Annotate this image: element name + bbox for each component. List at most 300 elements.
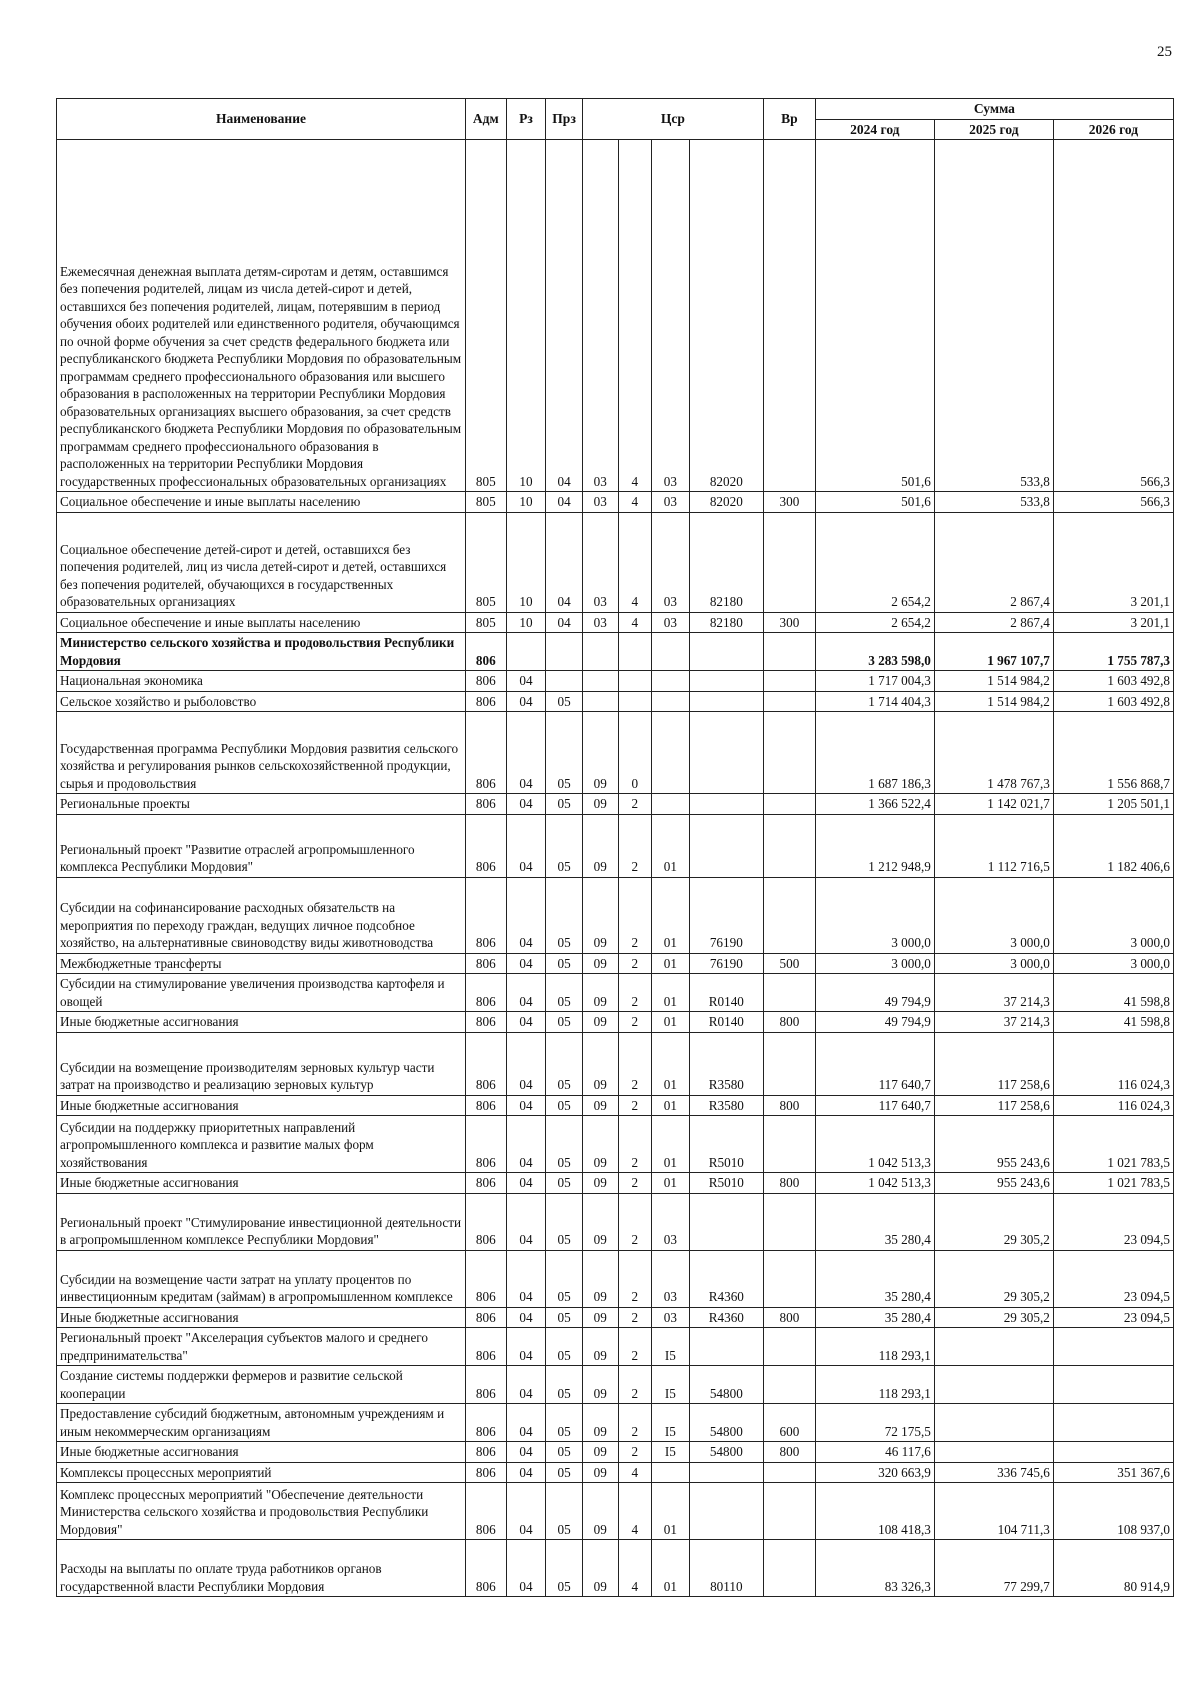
cell-2025: 955 243,6 <box>934 1173 1053 1194</box>
table-row <box>57 794 1174 815</box>
cell-csr-type: 2 <box>618 1328 652 1366</box>
cell-csr-program <box>582 691 618 712</box>
cell-csr-event: 03 <box>652 612 690 633</box>
table-row <box>57 1173 1174 1194</box>
cell-2024: 1 212 948,9 <box>815 814 934 877</box>
cell-csr-type: 2 <box>618 1193 652 1250</box>
cell-2026: 1 021 783,5 <box>1053 1173 1173 1194</box>
cell-2024: 108 418,3 <box>815 1483 934 1540</box>
cell-2026: 23 094,5 <box>1053 1250 1173 1307</box>
cell-rz: 04 <box>506 1483 546 1540</box>
cell-csr-event: 01 <box>652 1173 690 1194</box>
cell-csr-event: I5 <box>652 1404 690 1442</box>
cell-csr-direction: R3580 <box>689 1095 763 1116</box>
cell-csr-event: 01 <box>652 1012 690 1033</box>
cell-2025: 3 000,0 <box>934 877 1053 953</box>
cell-rz: 04 <box>506 974 546 1012</box>
cell-adm: 806 <box>465 671 506 692</box>
cell-name: Иные бюджетные ассигнования <box>57 1095 466 1116</box>
cell-csr-direction: R4360 <box>689 1307 763 1328</box>
cell-2024: 3 283 598,0 <box>815 633 934 671</box>
cell-2026 <box>1053 1366 1173 1404</box>
cell-csr-program: 09 <box>582 1012 618 1033</box>
cell-2026: 3 000,0 <box>1053 953 1173 974</box>
cell-2025: 2 867,4 <box>934 612 1053 633</box>
table-row <box>57 953 1174 974</box>
cell-2026: 23 094,5 <box>1053 1307 1173 1328</box>
cell-name: Комплекс процессных мероприятий "Обеспечение деятельности Министерства сельского хозяйства и продовольствия Республики Мордовия" <box>57 1483 466 1540</box>
cell-adm: 806 <box>465 1095 506 1116</box>
header-2026: 2026 год <box>1053 119 1173 140</box>
cell-vr: 300 <box>763 492 815 513</box>
cell-2024: 118 293,1 <box>815 1328 934 1366</box>
cell-rz <box>506 633 546 671</box>
table-body <box>57 140 1174 1597</box>
cell-2025 <box>934 1366 1053 1404</box>
cell-csr-event <box>652 633 690 671</box>
cell-2026: 1 205 501,1 <box>1053 794 1173 815</box>
cell-prz <box>546 671 583 692</box>
cell-2024: 320 663,9 <box>815 1462 934 1483</box>
cell-2024: 3 000,0 <box>815 877 934 953</box>
cell-vr <box>763 512 815 612</box>
cell-csr-program: 09 <box>582 877 618 953</box>
cell-name: Субсидии на поддержку приоритетных направлений агропромышленного комплекса и развитие малых форм хозяйствования <box>57 1116 466 1173</box>
cell-prz: 05 <box>546 712 583 794</box>
cell-2025: 117 258,6 <box>934 1032 1053 1095</box>
cell-csr-program: 09 <box>582 1116 618 1173</box>
cell-2025: 1 514 984,2 <box>934 671 1053 692</box>
cell-rz: 04 <box>506 671 546 692</box>
cell-rz: 10 <box>506 612 546 633</box>
cell-name: Региональный проект "Акселерация субъектов малого и среднего предпринимательства" <box>57 1328 466 1366</box>
cell-2024: 35 280,4 <box>815 1307 934 1328</box>
cell-csr-direction: 82020 <box>689 492 763 513</box>
cell-adm: 806 <box>465 1250 506 1307</box>
header-sum: Сумма <box>815 99 1173 120</box>
cell-csr-direction <box>689 794 763 815</box>
cell-csr-type: 4 <box>618 492 652 513</box>
cell-prz <box>546 633 583 671</box>
cell-2025 <box>934 1442 1053 1463</box>
cell-csr-event: 03 <box>652 1307 690 1328</box>
cell-2024: 501,6 <box>815 492 934 513</box>
cell-adm: 806 <box>465 1173 506 1194</box>
cell-adm: 805 <box>465 512 506 612</box>
cell-vr <box>763 1540 815 1597</box>
cell-csr-event: I5 <box>652 1366 690 1404</box>
cell-csr-direction: R4360 <box>689 1250 763 1307</box>
cell-vr <box>763 794 815 815</box>
cell-vr <box>763 1116 815 1173</box>
cell-csr-direction <box>689 1483 763 1540</box>
cell-vr: 600 <box>763 1404 815 1442</box>
cell-adm: 806 <box>465 953 506 974</box>
table-row <box>57 877 1174 953</box>
cell-prz: 04 <box>546 512 583 612</box>
cell-name: Субсидии на софинансирование расходных обязательств на мероприятия по переходу граждан, ведущих личное подсобное хозяйство, на альтернативные свиноводству виды животноводства <box>57 877 466 953</box>
cell-2025: 1 142 021,7 <box>934 794 1053 815</box>
cell-2024: 1 042 513,3 <box>815 1116 934 1173</box>
cell-csr-type: 2 <box>618 1250 652 1307</box>
cell-csr-program <box>582 633 618 671</box>
cell-csr-event: 01 <box>652 1483 690 1540</box>
header-vr: Вр <box>763 99 815 140</box>
cell-vr: 500 <box>763 953 815 974</box>
cell-2026: 1 556 868,7 <box>1053 712 1173 794</box>
cell-vr <box>763 1193 815 1250</box>
header-2024: 2024 год <box>815 119 934 140</box>
cell-2024: 1 687 186,3 <box>815 712 934 794</box>
cell-prz: 05 <box>546 1366 583 1404</box>
cell-csr-program: 09 <box>582 1173 618 1194</box>
cell-csr-event <box>652 691 690 712</box>
cell-csr-program: 09 <box>582 1540 618 1597</box>
cell-csr-program <box>582 671 618 692</box>
cell-adm: 806 <box>465 1540 506 1597</box>
cell-csr-event: 03 <box>652 140 690 492</box>
cell-vr <box>763 1328 815 1366</box>
cell-csr-program: 09 <box>582 1250 618 1307</box>
cell-csr-direction: R0140 <box>689 1012 763 1033</box>
cell-csr-program: 09 <box>582 814 618 877</box>
cell-2025: 29 305,2 <box>934 1193 1053 1250</box>
cell-csr-program: 09 <box>582 712 618 794</box>
cell-vr <box>763 633 815 671</box>
table-row <box>57 1012 1174 1033</box>
cell-csr-program: 09 <box>582 794 618 815</box>
cell-adm: 806 <box>465 1193 506 1250</box>
budget-table <box>56 98 1174 1597</box>
table-row <box>57 492 1174 513</box>
cell-prz: 05 <box>546 1462 583 1483</box>
cell-csr-type: 0 <box>618 712 652 794</box>
cell-rz: 04 <box>506 814 546 877</box>
cell-csr-type: 2 <box>618 814 652 877</box>
header-rz: Рз <box>506 99 546 140</box>
cell-csr-direction <box>689 1328 763 1366</box>
cell-vr <box>763 1366 815 1404</box>
cell-vr: 800 <box>763 1173 815 1194</box>
cell-name: Национальная экономика <box>57 671 466 692</box>
header-name: Наименование <box>57 99 466 140</box>
cell-csr-program: 09 <box>582 1328 618 1366</box>
cell-rz: 04 <box>506 1012 546 1033</box>
cell-2024: 35 280,4 <box>815 1250 934 1307</box>
cell-rz: 04 <box>506 1173 546 1194</box>
cell-2025 <box>934 1328 1053 1366</box>
cell-2026: 1 755 787,3 <box>1053 633 1173 671</box>
cell-csr-event: 01 <box>652 953 690 974</box>
cell-rz: 04 <box>506 1307 546 1328</box>
cell-rz: 04 <box>506 712 546 794</box>
cell-adm: 805 <box>465 492 506 513</box>
cell-csr-direction: 82180 <box>689 512 763 612</box>
cell-2026: 351 367,6 <box>1053 1462 1173 1483</box>
cell-csr-event: 03 <box>652 512 690 612</box>
cell-csr-type: 2 <box>618 1404 652 1442</box>
cell-2025: 955 243,6 <box>934 1116 1053 1173</box>
cell-rz: 04 <box>506 691 546 712</box>
cell-vr <box>763 814 815 877</box>
cell-vr <box>763 712 815 794</box>
cell-csr-event: 01 <box>652 877 690 953</box>
table-row <box>57 1095 1174 1116</box>
cell-2024: 2 654,2 <box>815 512 934 612</box>
cell-adm: 806 <box>465 633 506 671</box>
cell-csr-program: 09 <box>582 1366 618 1404</box>
cell-adm: 806 <box>465 1307 506 1328</box>
cell-csr-program: 09 <box>582 974 618 1012</box>
cell-name: Ежемесячная денежная выплата детям-сиротам и детям, оставшимся без попечения родителей, лицам из числа детей-сирот и детей, оставшихся без попечения родителей, лицам, потерявшим в период обучения обоих родителей или единственного родителя, обучающимся по очной форме обучения за счет средств федерального бюджета или республиканского бюджета Республики Мордовия по образовательным программам среднего профессионального образования или высшего образования в расположенных на территории Республики Мордовия образовательных организациях высшего образования, за счет средств республиканского бюджета Республики Мордовия по образовательным программам среднего профессионального образования в расположенных на территории Республики Мордовия государственных профессиональных образовательных организациях <box>57 140 466 492</box>
cell-name: Министерство сельского хозяйства и продовольствия Республики Мордовия <box>57 633 466 671</box>
cell-prz: 04 <box>546 492 583 513</box>
cell-csr-direction: R5010 <box>689 1173 763 1194</box>
cell-2025: 2 867,4 <box>934 512 1053 612</box>
table-row <box>57 1250 1174 1307</box>
cell-vr <box>763 671 815 692</box>
cell-prz: 05 <box>546 1032 583 1095</box>
cell-2026 <box>1053 1328 1173 1366</box>
cell-csr-direction <box>689 1193 763 1250</box>
cell-csr-direction: 82020 <box>689 140 763 492</box>
cell-csr-type: 4 <box>618 1540 652 1597</box>
cell-adm: 806 <box>465 814 506 877</box>
cell-prz: 04 <box>546 140 583 492</box>
cell-csr-event: I5 <box>652 1328 690 1366</box>
cell-name: Расходы на выплаты по оплате труда работников органов государственной власти Республики Мордовия <box>57 1540 466 1597</box>
cell-csr-program: 03 <box>582 492 618 513</box>
cell-2025: 1 478 767,3 <box>934 712 1053 794</box>
cell-2026: 3 201,1 <box>1053 512 1173 612</box>
cell-prz: 05 <box>546 1540 583 1597</box>
cell-csr-type: 4 <box>618 1483 652 1540</box>
cell-csr-type: 2 <box>618 1116 652 1173</box>
table-row <box>57 691 1174 712</box>
cell-2024: 117 640,7 <box>815 1095 934 1116</box>
cell-2026: 116 024,3 <box>1053 1032 1173 1095</box>
cell-adm: 806 <box>465 1328 506 1366</box>
table-row <box>57 612 1174 633</box>
cell-adm: 805 <box>465 612 506 633</box>
cell-rz: 10 <box>506 140 546 492</box>
cell-name: Создание системы поддержки фермеров и развитие сельской кооперации <box>57 1366 466 1404</box>
cell-adm: 806 <box>465 1404 506 1442</box>
cell-2024: 1 366 522,4 <box>815 794 934 815</box>
cell-name: Социальное обеспечение детей-сирот и детей, оставшихся без попечения родителей, лиц из числа детей-сирот и детей, оставшихся без попечения родителей, обучающихся в государственных образовательных организациях <box>57 512 466 612</box>
cell-csr-type: 2 <box>618 794 652 815</box>
cell-2026: 41 598,8 <box>1053 974 1173 1012</box>
cell-rz: 04 <box>506 953 546 974</box>
cell-prz: 05 <box>546 691 583 712</box>
cell-vr <box>763 140 815 492</box>
cell-vr: 800 <box>763 1095 815 1116</box>
cell-name: Межбюджетные трансферты <box>57 953 466 974</box>
cell-prz: 05 <box>546 1404 583 1442</box>
cell-csr-direction: 76190 <box>689 877 763 953</box>
cell-csr-event: 01 <box>652 1116 690 1173</box>
cell-prz: 05 <box>546 1095 583 1116</box>
cell-adm: 806 <box>465 1012 506 1033</box>
cell-vr <box>763 1462 815 1483</box>
cell-csr-direction: R0140 <box>689 974 763 1012</box>
cell-adm: 806 <box>465 1116 506 1173</box>
cell-rz: 04 <box>506 1540 546 1597</box>
cell-prz: 04 <box>546 612 583 633</box>
cell-2026: 41 598,8 <box>1053 1012 1173 1033</box>
cell-rz: 04 <box>506 1032 546 1095</box>
cell-2024: 49 794,9 <box>815 1012 934 1033</box>
cell-prz: 05 <box>546 974 583 1012</box>
cell-2024: 35 280,4 <box>815 1193 934 1250</box>
cell-2026: 116 024,3 <box>1053 1095 1173 1116</box>
cell-2025: 1 967 107,7 <box>934 633 1053 671</box>
cell-name: Предоставление субсидий бюджетным, автономным учреждениям и иным некоммерческим организациям <box>57 1404 466 1442</box>
cell-2026: 566,3 <box>1053 492 1173 513</box>
cell-csr-direction <box>689 712 763 794</box>
cell-csr-event: 03 <box>652 1193 690 1250</box>
table-row <box>57 1462 1174 1483</box>
cell-rz: 04 <box>506 1250 546 1307</box>
cell-2025: 3 000,0 <box>934 953 1053 974</box>
cell-2025: 1 514 984,2 <box>934 691 1053 712</box>
cell-prz: 05 <box>546 1116 583 1173</box>
cell-name: Субсидии на возмещение части затрат на уплату процентов по инвестиционным кредитам (займам) в агропромышленном комплексе <box>57 1250 466 1307</box>
cell-csr-direction: 54800 <box>689 1404 763 1442</box>
cell-csr-program: 09 <box>582 1095 618 1116</box>
cell-rz: 04 <box>506 1442 546 1463</box>
cell-vr <box>763 1032 815 1095</box>
cell-rz: 04 <box>506 1116 546 1173</box>
cell-csr-program: 09 <box>582 1462 618 1483</box>
cell-2024: 3 000,0 <box>815 953 934 974</box>
cell-2024: 1 717 004,3 <box>815 671 934 692</box>
cell-rz: 04 <box>506 794 546 815</box>
cell-csr-type: 2 <box>618 1012 652 1033</box>
table-row <box>57 1032 1174 1095</box>
cell-name: Субсидии на возмещение производителям зерновых культур части затрат на производство и реализацию зерновых культур <box>57 1032 466 1095</box>
cell-csr-program: 09 <box>582 1483 618 1540</box>
cell-csr-event <box>652 712 690 794</box>
cell-csr-type: 4 <box>618 140 652 492</box>
table-row <box>57 1404 1174 1442</box>
table-row <box>57 1540 1174 1597</box>
cell-adm: 806 <box>465 877 506 953</box>
cell-csr-direction <box>689 691 763 712</box>
cell-csr-program: 09 <box>582 1032 618 1095</box>
cell-csr-direction: 80110 <box>689 1540 763 1597</box>
cell-csr-direction: R5010 <box>689 1116 763 1173</box>
cell-adm: 806 <box>465 794 506 815</box>
cell-adm: 806 <box>465 1032 506 1095</box>
cell-vr <box>763 877 815 953</box>
cell-csr-type: 2 <box>618 1307 652 1328</box>
cell-2024: 49 794,9 <box>815 974 934 1012</box>
cell-csr-type: 2 <box>618 1095 652 1116</box>
cell-prz: 05 <box>546 1193 583 1250</box>
cell-2025: 29 305,2 <box>934 1250 1053 1307</box>
cell-csr-program: 09 <box>582 1442 618 1463</box>
cell-2026: 3 201,1 <box>1053 612 1173 633</box>
table-row <box>57 1307 1174 1328</box>
header-prz: Прз <box>546 99 583 140</box>
cell-prz: 05 <box>546 877 583 953</box>
cell-prz: 05 <box>546 1442 583 1463</box>
cell-2026 <box>1053 1404 1173 1442</box>
cell-2024: 83 326,3 <box>815 1540 934 1597</box>
cell-csr-direction: 54800 <box>689 1442 763 1463</box>
cell-csr-event <box>652 1462 690 1483</box>
header-csr: Цср <box>582 99 763 140</box>
cell-name: Социальное обеспечение и иные выплаты населению <box>57 612 466 633</box>
cell-2026 <box>1053 1442 1173 1463</box>
cell-vr: 800 <box>763 1012 815 1033</box>
cell-prz: 05 <box>546 1307 583 1328</box>
table-row <box>57 140 1174 492</box>
cell-vr <box>763 1250 815 1307</box>
cell-rz: 04 <box>506 1366 546 1404</box>
cell-csr-event: 01 <box>652 974 690 1012</box>
cell-2025 <box>934 1404 1053 1442</box>
cell-csr-type: 2 <box>618 1032 652 1095</box>
cell-prz: 05 <box>546 1250 583 1307</box>
cell-csr-program: 03 <box>582 612 618 633</box>
cell-csr-type: 2 <box>618 974 652 1012</box>
cell-name: Иные бюджетные ассигнования <box>57 1442 466 1463</box>
cell-name: Региональный проект "Развитие отраслей агропромышленного комплекса Республики Мордовия" <box>57 814 466 877</box>
cell-2026: 23 094,5 <box>1053 1193 1173 1250</box>
cell-rz: 10 <box>506 512 546 612</box>
cell-name: Региональные проекты <box>57 794 466 815</box>
header-2025: 2025 год <box>934 119 1053 140</box>
cell-vr <box>763 1483 815 1540</box>
cell-2024: 1 042 513,3 <box>815 1173 934 1194</box>
cell-rz: 04 <box>506 1328 546 1366</box>
cell-adm: 806 <box>465 974 506 1012</box>
cell-2024: 46 117,6 <box>815 1442 934 1463</box>
table-row <box>57 1483 1174 1540</box>
cell-csr-event: 03 <box>652 1250 690 1307</box>
cell-csr-type: 2 <box>618 953 652 974</box>
cell-2025: 1 112 716,5 <box>934 814 1053 877</box>
cell-prz: 05 <box>546 814 583 877</box>
cell-2026: 1 021 783,5 <box>1053 1116 1173 1173</box>
cell-2024: 118 293,1 <box>815 1366 934 1404</box>
cell-csr-type: 2 <box>618 1173 652 1194</box>
cell-vr: 800 <box>763 1442 815 1463</box>
cell-adm: 806 <box>465 691 506 712</box>
cell-csr-type: 2 <box>618 877 652 953</box>
cell-adm: 806 <box>465 1442 506 1463</box>
table-row <box>57 1328 1174 1366</box>
cell-rz: 04 <box>506 1095 546 1116</box>
table-row <box>57 1442 1174 1463</box>
cell-csr-direction <box>689 814 763 877</box>
cell-2024: 2 654,2 <box>815 612 934 633</box>
cell-rz: 04 <box>506 877 546 953</box>
cell-csr-event <box>652 794 690 815</box>
table-row <box>57 1366 1174 1404</box>
cell-csr-event <box>652 671 690 692</box>
cell-adm: 805 <box>465 140 506 492</box>
cell-2025: 336 745,6 <box>934 1462 1053 1483</box>
cell-csr-direction: 82180 <box>689 612 763 633</box>
table-row <box>57 974 1174 1012</box>
cell-csr-direction <box>689 671 763 692</box>
cell-csr-event: 03 <box>652 492 690 513</box>
table-row <box>57 512 1174 612</box>
header-adm: Адм <box>465 99 506 140</box>
